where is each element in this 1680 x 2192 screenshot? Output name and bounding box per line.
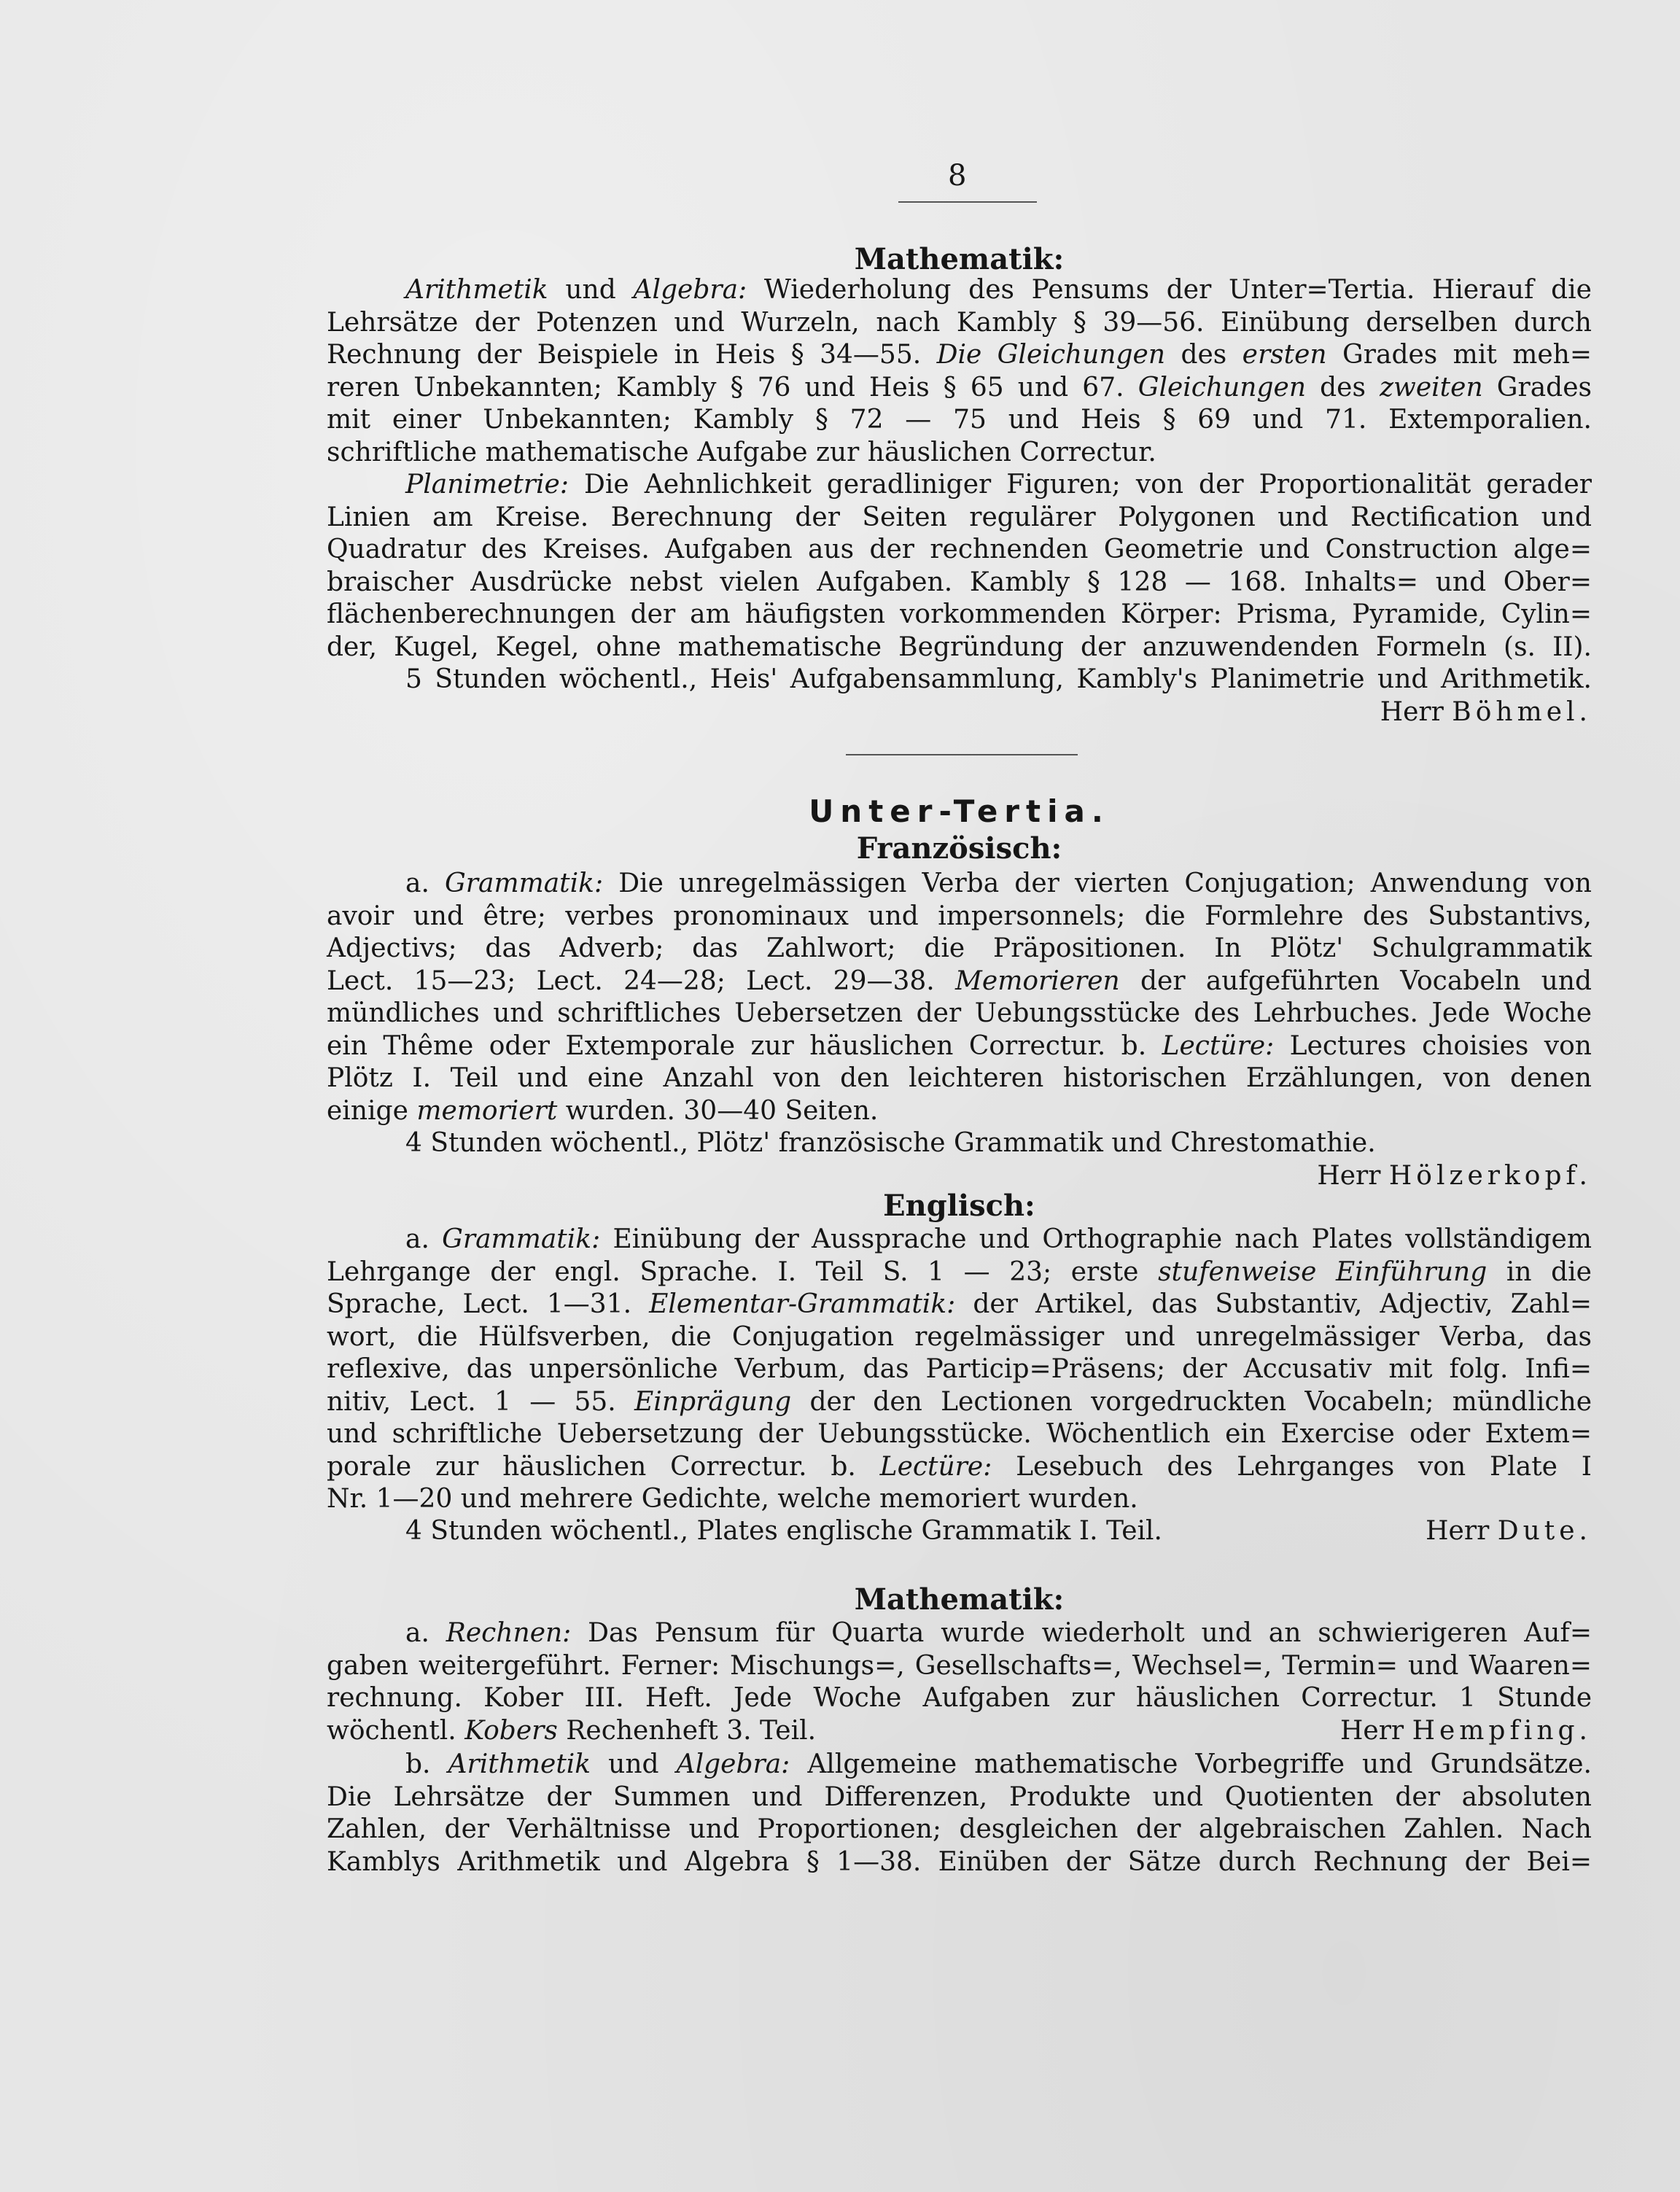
text-line: einige memoriert wurden. 30—40 Seiten. (327, 1095, 879, 1126)
franzoesisch-paragraph (327, 868, 1592, 1192)
text-line: nitiv, Lect. 1 — 55. Einprägung der den Lectionen vorgedruckten Vocabeln; mündliche (327, 1386, 1592, 1417)
text-line: 5 Stunden wöchentl., Heis' Aufgabensammlung, Kambly's Planimetrie und Arithmetik. (405, 664, 1592, 694)
text-line: a. Rechnen: Das Pensum für Quarta wurde wiederholt und an schwierigeren Auf= (405, 1618, 1592, 1648)
text-line: Adjectivs; das Adverb; das Zahlwort; die Präpositionen. In Plötz' Schulgrammatik (327, 933, 1592, 963)
section-heading-mathematik: Mathematik: (854, 242, 1065, 276)
teacher-line: Herr Böhmel. (1380, 696, 1592, 727)
text-line: wort, die Hülfsverben, die Conjugation regelmässiger und unregelmässiger Verba, das (327, 1321, 1592, 1352)
text-line: avoir und être; verbes pronominaux und impersonnels; die Formlehre des Substantivs, (327, 901, 1592, 931)
text-line: Arithmetik und Algebra: Wiederholung des Pensums der Unter=Tertia. Hierauf die (405, 275, 1592, 305)
text-line: Plötz I. Teil und eine Anzahl von den leichteren historischen Erzählungen, von denen (327, 1063, 1592, 1093)
text-line: porale zur häuslichen Correctur. b. Lectüre: Lesebuch des Lehrganges von Plate I (327, 1451, 1592, 1482)
mathematik-rechnen-teacher-line (327, 1715, 1592, 1747)
text-line: wöchentl. Kobers Rechenheft 3. Teil. (327, 1716, 817, 1746)
text-line: Zahlen, der Verhältnisse und Proportionen; desgleichen der algebraischen Zahlen. Nach (327, 1814, 1592, 1844)
page-number: 8 (948, 159, 967, 193)
text-line: mündliches und schriftliches Uebersetzen der Uebungsstücke des Lehrbuches. Jede Woche (327, 998, 1592, 1028)
text-line: braischer Ausdrücke nebst vielen Aufgaben. Kambly § 128 — 168. Inhalts= und Ober= (327, 567, 1592, 597)
text-line: Quadratur des Kreises. Aufgaben aus der rechnenden Geometrie und Construction alge= (327, 535, 1592, 564)
text-line: Planimetrie: Die Aehnlichkeit geradliniger Figuren; von der Proportionalität gerader (405, 470, 1592, 500)
text-line: Die Lehrsätze der Summen und Differenzen, Produkte und Quotienten der absoluten (327, 1781, 1592, 1812)
text-line: 4 Stunden wöchentl., Plates englische Grammatik I. Teil. (405, 1516, 1162, 1546)
text-line: rechnung. Kober III. Heft. Jede Woche Aufgaben zur häuslichen Correctur. 1 Stunde (327, 1683, 1592, 1713)
text-line: Kamblys Arithmetik und Algebra § 1—38. Einüben der Sätze durch Rechnung der Bei= (327, 1846, 1592, 1877)
text-line: Lehrsätze der Potenzen und Wurzeln, nach Kambly § 39—56. Einübung derselben durch (327, 307, 1592, 338)
text-line: Lect. 15—23; Lect. 24—28; Lect. 29—38. Memorieren der aufgeführten Vocabeln und (327, 965, 1592, 996)
page-number-rule (898, 201, 1037, 203)
text-line: reren Unbekannten; Kambly § 76 und Heis § 65 und 67. Gleichungen des zweiten Grades (327, 372, 1592, 403)
text-line: und schriftliche Uebersetzung der Uebungsstücke. Wöchentlich ein Exercise oder Extem= (327, 1419, 1592, 1449)
text-line: Linien am Kreise. Berechnung der Seiten regulärer Polygonen und Rectification und (327, 502, 1592, 532)
teacher-line: Herr Hempfing. (1340, 1716, 1592, 1746)
text-line: mit einer Unbekannten; Kambly § 72 — 75 und Heis § 69 und 71. Extemporalien. (327, 405, 1592, 435)
text-line: b. Arithmetik und Algebra: Allgemeine mathematische Vorbegriffe und Grundsätze. (405, 1749, 1592, 1779)
text-line: Rechnung der Beispiele in Heis § 34—55. Die Gleichungen des ersten Grades mit meh= (327, 340, 1592, 370)
englisch-hours-and-teacher (327, 1515, 1592, 1547)
text-line: a. Grammatik: Einübung der Aussprache und Orthographie nach Plates vollständigem (405, 1224, 1592, 1254)
section-heading-franzoesisch: Französisch: (856, 831, 1062, 866)
section-heading-mathematik-untertertia: Mathematik: (854, 1582, 1065, 1617)
text-line: der, Kugel, Kegel, ohne mathematische Begründung der anzuwendenden Formeln (s. II). (327, 631, 1592, 662)
mathematik-paragraph (327, 274, 1592, 728)
teacher-line: Herr Dute. (1426, 1516, 1592, 1546)
text-line: Lehrgange der engl. Sprache. I. Teil S. 1 — 23; erste stufenweise Einführung in die (327, 1256, 1592, 1287)
text-line: ein Thême oder Extemporale zur häuslichen Correctur. b. Lectüre: Lectures choisies von (327, 1030, 1592, 1061)
englisch-paragraph (327, 1224, 1592, 1516)
section-heading-englisch: Englisch: (883, 1189, 1035, 1223)
section-divider (846, 754, 1078, 755)
text-line: gaben weitergeführt. Ferner: Mischungs=, Gesellschafts=, Wechsel=, Termin= und Waaren= (327, 1650, 1592, 1681)
text-line: 4 Stunden wöchentl., Plötz' französische Grammatik und Chrestomathie. (405, 1128, 1376, 1158)
class-heading-unter-tertia: Unter-Tertia. (809, 793, 1110, 829)
text-line: schriftliche mathematische Aufgabe zur häuslichen Correctur. (327, 437, 1156, 467)
mathematik-arithmetik-paragraph (327, 1749, 1592, 1878)
text-line: flächenberechnungen der am häufigsten vorkommenden Körper: Prisma, Pyramide, Cylin= (327, 599, 1592, 629)
mathematik-untertertia-paragraph (327, 1617, 1592, 1715)
text-line: Sprache, Lect. 1—31. Elementar-Grammatik: der Artikel, das Substantiv, Adjectiv, Zahl= (327, 1289, 1592, 1319)
teacher-line: Herr Hölzerkopf. (1317, 1160, 1592, 1191)
text-line: Nr. 1—20 und mehrere Gedichte, welche memoriert wurden. (327, 1484, 1138, 1514)
text-line: a. Grammatik: Die unregelmässigen Verba der vierten Conjugation; Anwendung von (405, 868, 1592, 898)
text-line: reflexive, das unpersönliche Verbum, das Particip=Präsens; der Accusativ mit folg. Infi= (327, 1354, 1592, 1384)
